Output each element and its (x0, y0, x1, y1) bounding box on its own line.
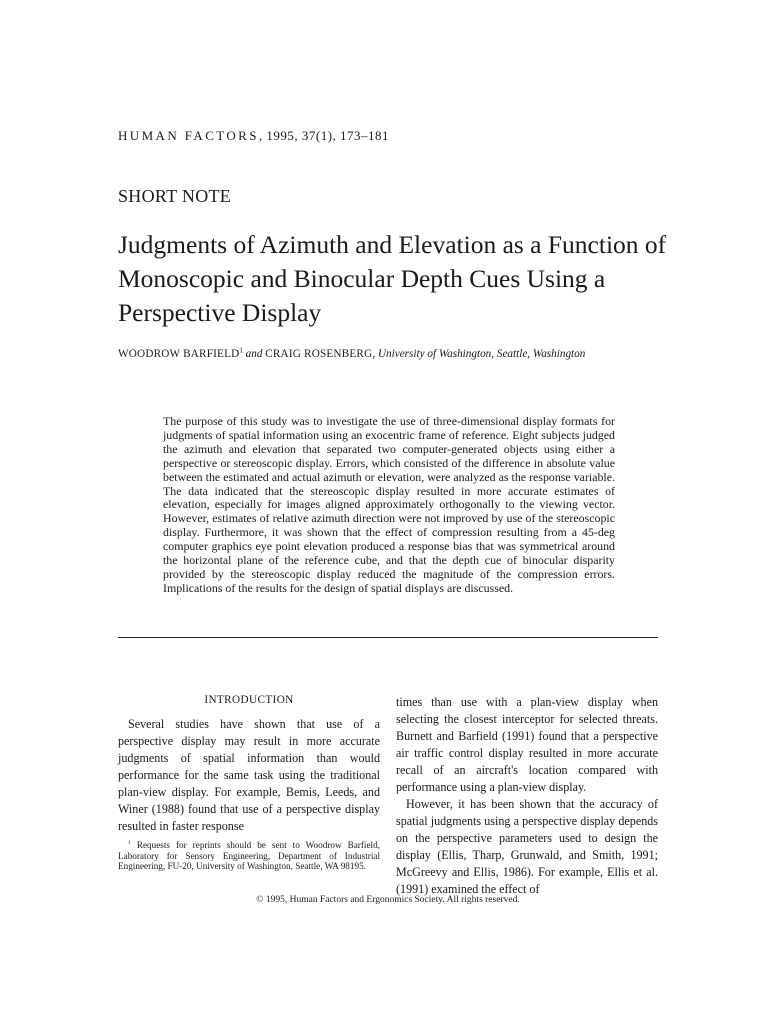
abstract: The purpose of this study was to investigate the use of three-dimensional display formats for judgments of spatial information using an exocentric frame of reference. Eight subjects judged the azimuth and elevation that separated two computer-generated objects using either a perspective or stereoscopic display. Errors, which consisted of the difference in absolute value between the estimated and actual azimuth or elevation, were analyzed as the response variable. The data indicated that the stereoscopic display resulted in more accurate estimates of elevation, especially for images aligned approximately orthogonally to the viewing vector. However, estimates of relative azimuth direction were not improved by use of the stereoscopic display. Furthermore, it was shown that the effect of compression resulting from a 45-deg computer graphics eye point elevation produced a response bias that was symmetrical around the horizontal plane of the reference cube, and that the depth cue of binocular disparity provided by the stereoscopic display reduced the magnitude of the compression errors. Implications of the results for the design of spatial displays are discussed. (163, 414, 615, 595)
footnote-text: Requests for reprints should be sent to Woodrow Barfield, Laboratory for Sensory Engineering, Department of Industrial Engineering, FU-20, University of Washington, Seattle, WA 98195. (118, 840, 380, 872)
author-block: WOODROW BARFIELD$^1$ and CRAIG ROSENBERG, University of Washington, Seattle, Washington (118, 346, 586, 360)
paper-title: Judgments of Azimuth and Elevation as a Function of Monoscopic and Binocular Depth Cues Using a Perspective Display (118, 230, 667, 327)
footnote (118, 840, 380, 872)
copyright-notice: © 1995, Human Factors and Ergonomics Society. All rights reserved. (256, 895, 520, 905)
author-conjunction: and (245, 348, 263, 360)
intro-paragraph-1: Several studies have shown that use of a perspective display may result in more accurate judgments of spatial information than would performance for the same task using the traditional plan-view display. For example, Bemis, Leeds, and Winer (1988) found that use of a perspective display resulted in faster response (118, 717, 380, 833)
author-1-footnote-marker: 1 (239, 346, 243, 355)
journal-name: HUMAN FACTORS (118, 128, 259, 143)
abstract-divider (118, 637, 658, 638)
left-column (118, 716, 380, 835)
author-2: CRAIG ROSENBERG (265, 348, 373, 360)
author-affiliation: University of Washington, Seattle, Washington (377, 348, 586, 360)
author-1: WOODROW BARFIELD (118, 348, 240, 360)
journal-volume-pages: , 1995, 37(1), 173–181 (258, 128, 390, 143)
footnote-marker: 1 (128, 839, 131, 846)
introduction-heading: INTRODUCTION (204, 694, 294, 706)
section-label: SHORT NOTE (118, 186, 232, 206)
intro-paragraph-2: times than use with a plan-view display when selecting the closest interceptor for selected threats. Burnett and Barfield (1991) found that a perspective air traffic control display resulted in more accurate recall of an aircraft's location compared with performance using a plan-view display. (396, 695, 658, 794)
intro-paragraph-3: However, it has been shown that the accuracy of spatial judgments using a perspective display depends on the perspective parameters used to design the display (Ellis, Tharp, Grunwald, and Smith, 1991; McGreevy and Ellis, 1986). For example, Ellis et al. (1991) examined the effect of (396, 797, 658, 896)
right-column (396, 694, 658, 898)
journal-citation (118, 128, 389, 144)
